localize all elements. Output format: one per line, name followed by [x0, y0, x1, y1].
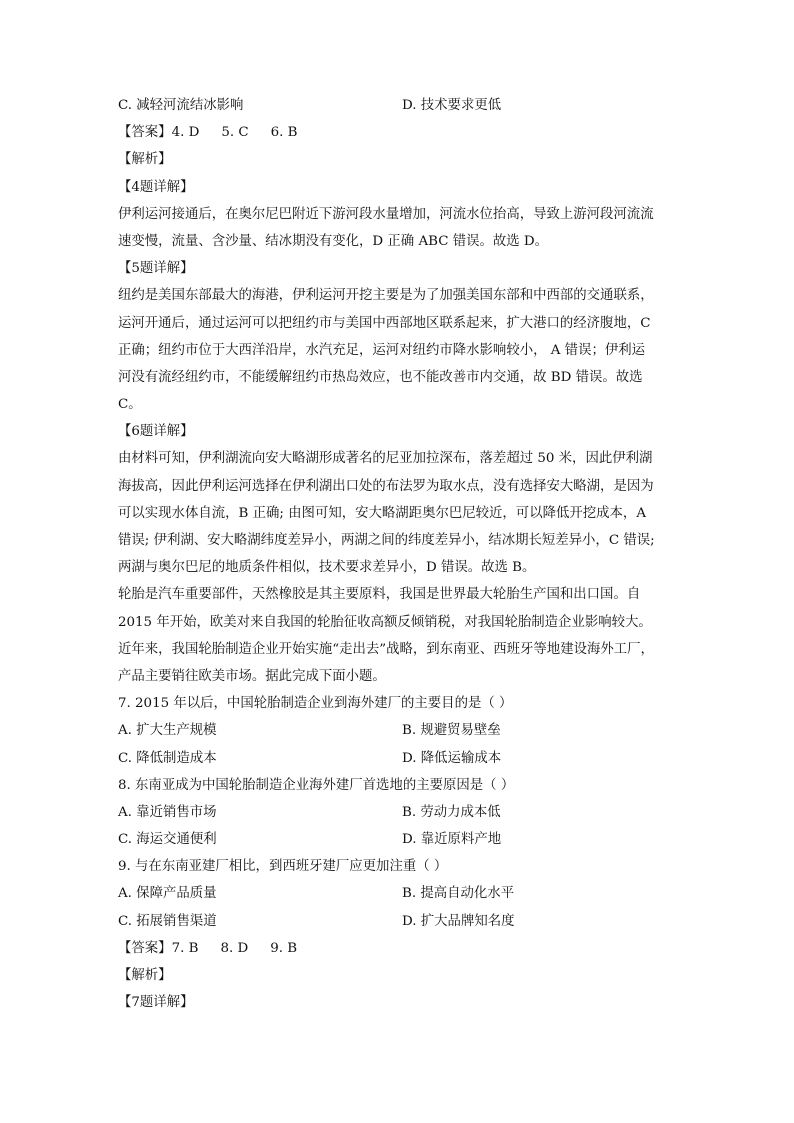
option-d: D. 靠近原料产地	[402, 832, 502, 848]
q6-detail-label: 【6题详解】	[118, 424, 194, 440]
document-page	[118, 92, 680, 1016]
text-line: 海拔高，因此伊利运河选择在伊利湖出口处的布法罗为取水点，没有选择安大略湖，是因为	[118, 478, 654, 494]
analysis-label: 【解析】	[118, 152, 172, 168]
option-c: C. 减轻河流结冰影响	[118, 98, 244, 113]
option-c: C. 海运交通便利	[118, 832, 217, 848]
analysis-label: 【解析】	[118, 968, 172, 983]
answer-item: 7. B	[171, 940, 199, 956]
answer-label: 【答案】	[118, 940, 172, 956]
question-8-stem: 8. 东南亚成为中国轮胎制造企业海外建厂首选地的主要原因是（ ）	[118, 777, 515, 793]
options-row	[118, 745, 680, 772]
options-row	[118, 826, 680, 853]
answer-item: 8. D	[220, 940, 249, 956]
text-line: 近年来，我国轮胎制造企业开始实施“走出去”战略，到东南亚、西班牙等地建设海外工厂，	[118, 641, 654, 657]
text-line: 运河开通后，通过运河可以把纽约市与美国中西部地区联系起来，扩大港口的经济腹地，C	[118, 315, 651, 331]
options-row	[118, 880, 680, 907]
text-line: 产品主要销往欧美市场。据此完成下面小题。	[118, 668, 386, 684]
text-line: 伊利运河接通后，在奥尔尼巴附近下游河段水量增加，河流水位抬高，导致上游河段河流流	[118, 206, 654, 222]
option-c: C. 拓展销售渠道	[118, 913, 217, 929]
question-9-stem: 9. 与在东南亚建厂相比，到西班牙建厂应更加注重（ ）	[118, 859, 448, 875]
text-line: 2015 年开始，欧美对来自我国的轮胎征收高额反倾销税，对我国轮胎制造企业影响较大。	[118, 614, 652, 630]
question-7-stem: 7. 2015 年以后，中国轮胎制造企业到海外建厂的主要目的是（ ）	[118, 696, 513, 712]
options-row	[118, 717, 680, 744]
q6-explanation	[118, 445, 680, 581]
option-d: D. 扩大品牌知名度	[402, 913, 515, 929]
text-line: 纽约是美国东部最大的海港，伊利运河开挖主要是为了加强美国东部和中西部的交通联系，	[118, 288, 654, 304]
options-row	[118, 908, 680, 935]
answer-item: 5. C	[221, 125, 249, 141]
answer-label: 【答案】	[118, 125, 172, 141]
option-a: A. 扩大生产规模	[118, 723, 217, 739]
answer-item: 4. D	[171, 125, 200, 141]
text-line: 由材料可知，伊利湖流向安大略湖形成著名的尼亚加拉深布，落差超过 50 米，因此伊利湖	[118, 451, 653, 467]
q5-detail-label: 【5题详解】	[118, 261, 194, 277]
answer-line	[118, 119, 680, 146]
text-line: 正确；纽约市位于大西洋沿岸，水汽充足，运河对纽约市降水影响较小， A 错误；伊利运	[118, 342, 646, 358]
text-line: 河没有流经纽约市，不能缓解纽约市热岛效应，也不能改善市内交通，故 BD 错误。故选	[118, 369, 643, 385]
text-line: 可以实现水体自流，B 正确; 由图可知，安大略湖距奥尔巴尼较近，可以降低开挖成本，A	[118, 505, 646, 521]
text-line: C。	[118, 397, 142, 413]
text-line: 速变慢，流量、含沙量、结冰期没有变化，D 正确 ABC 错误。故选 D。	[118, 233, 549, 249]
option-c: C. 降低制造成本	[118, 750, 217, 766]
option-d: D. 技术要求更低	[402, 98, 502, 113]
answer-item: 9. B	[270, 940, 298, 956]
answer-line	[118, 935, 680, 962]
text-line: 错误; 伊利湖、安大略湖纬度差异小，两湖之间的纬度差异小，结冰期长短差异小，C 错误;	[118, 533, 655, 548]
option-b: B. 规避贸易壁垒	[402, 723, 501, 739]
option-b: B. 提高自动化水平	[402, 886, 515, 902]
q7-detail-label: 【7题详解】	[118, 995, 194, 1011]
q4-detail-label: 【4题详解】	[118, 179, 194, 195]
q4-explanation	[118, 201, 680, 255]
answer-item: 6. B	[270, 125, 298, 141]
text-line: 两湖与奥尔巴尼的地质条件相似，技术要求差异小，D 错误。故选 B。	[118, 560, 536, 576]
options-row	[118, 92, 680, 119]
text-line: 轮胎是汽车重要部件，天然橡胶是其主要原料，我国是世界最大轮胎生产国和出口国。自	[118, 587, 641, 603]
option-a: A. 靠近销售市场	[118, 804, 217, 820]
material-paragraph	[118, 581, 680, 690]
q5-explanation	[118, 282, 680, 418]
options-row	[118, 799, 680, 826]
option-b: B. 劳动力成本低	[402, 804, 501, 820]
option-d: D. 降低运输成本	[402, 750, 502, 766]
option-a: A. 保障产品质量	[118, 886, 217, 902]
